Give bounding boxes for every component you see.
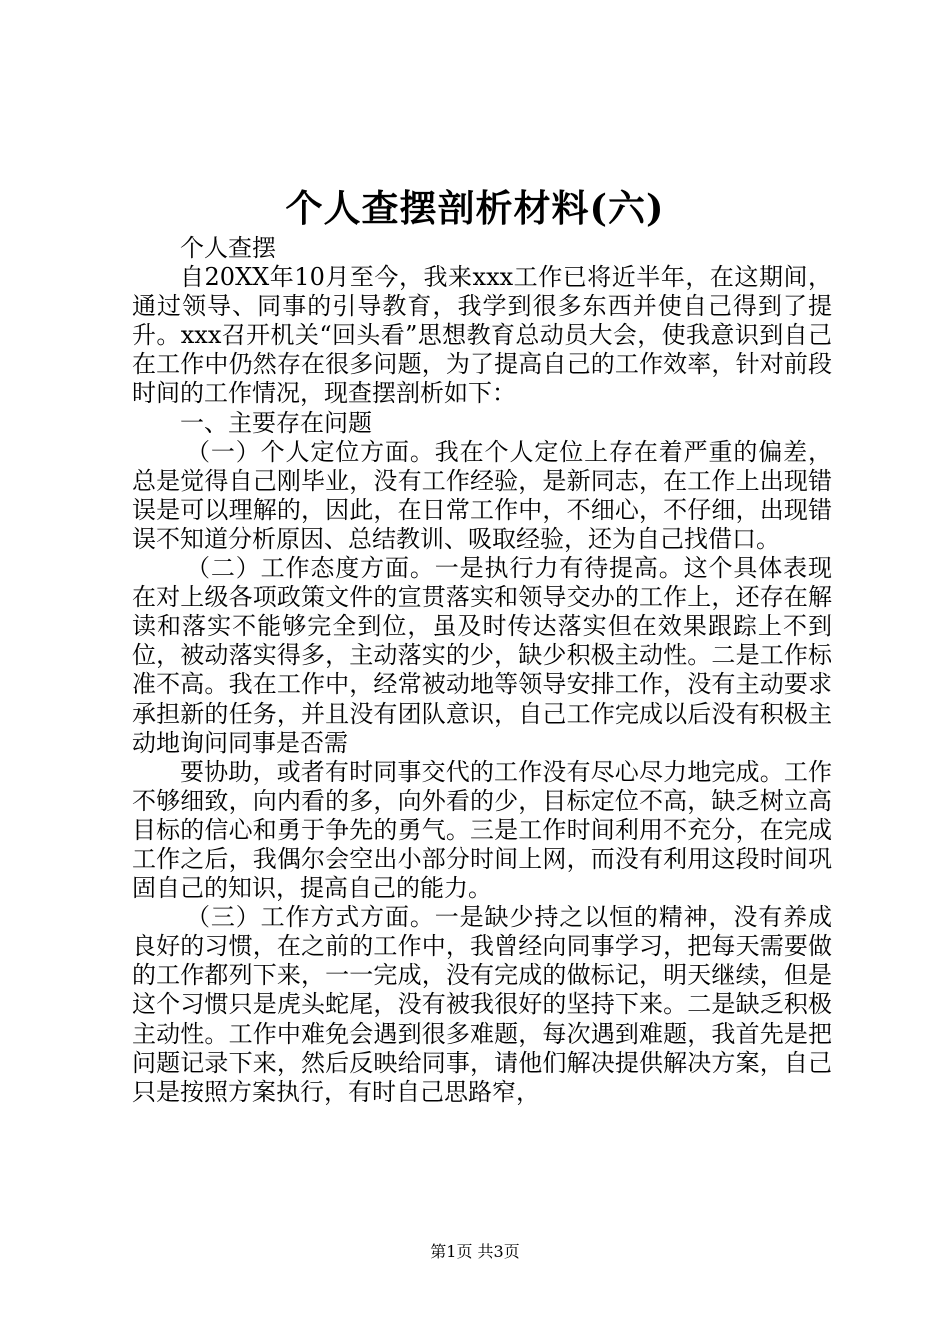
page-footer: 第1页 共3页 [430,1242,520,1261]
paragraph-personal-positioning: （一）个人定位方面。我在个人定位上存在着严重的偏差，总是觉得自己刚毕业，没有工作经验，是新同志，在工作上出现错误是可以理解的，因此，在日常工作中，不细心，不仔细，出现错误不知道分析原因、总结教训、吸取经验，还为自己找借口。 [132,437,832,553]
paragraph-intro: 自20XX年10月至今，我来xxx工作已将近半年，在这期间，通过领导、同事的引导教育，我学到很多东西并使自己得到了提升。xxx召开机关“回头看”思想教育总动员大会，使我意识到自己在工作中仍然存在很多问题，为了提高自己的工作效率，针对前段时间的工作情况，现查摆剖析如下： [132,263,832,408]
document-title: 个人查摆剖析材料(六) [285,186,665,230]
paragraph-work-method: （三）工作方式方面。一是缺少持之以恒的精神，没有养成良好的习惯，在之前的工作中，我曾经向同事学习，把每天需要做的工作都列下来，一一完成，没有完成的做标记，明天继续，但是这个习惯只是虎头蛇尾，没有被我很好的坚持下来。二是缺乏积极主动性。工作中难免会遇到很多难题，每次遇到难题，我首先是把问题记录下来，然后反映给同事，请他们解决提供解决方案，自己只是按照方案执行，有时自己思路窄， [132,903,832,1106]
document-body [132,234,832,1107]
section-heading-main-problems: 一、主要存在问题 [180,408,372,437]
paragraph-work-attitude: （二）工作态度方面。一是执行力有待提高。这个具体表现在对上级各项政策文件的宣贯落实和领导交办的工作上，还存在解读和落实不能够完全到位，虽及时传达落实但在效果跟踪上不到位，被动落实得多，主动落实的少，缺少积极主动性。二是工作标准不高。我在工作中，经常被动地等领导安排工作，没有主动要求承担新的任务，并且没有团队意识，自己工作完成以后没有积极主动地询问同事是否需 [132,554,832,757]
paragraph-work-attitude-continued: 要协助，或者有时同事交代的工作没有尽心尽力地完成。工作不够细致，向内看的多，向外看的少，目标定位不高，缺乏树立高目标的信心和勇于争先的勇气。三是工作时间利用不充分，在完成工作之后，我偶尔会空出小部分时间上网，而没有利用这段时间巩固自己的知识，提高自己的能力。 [132,757,832,903]
paragraph-heading-personal: 个人查摆 [180,234,276,262]
